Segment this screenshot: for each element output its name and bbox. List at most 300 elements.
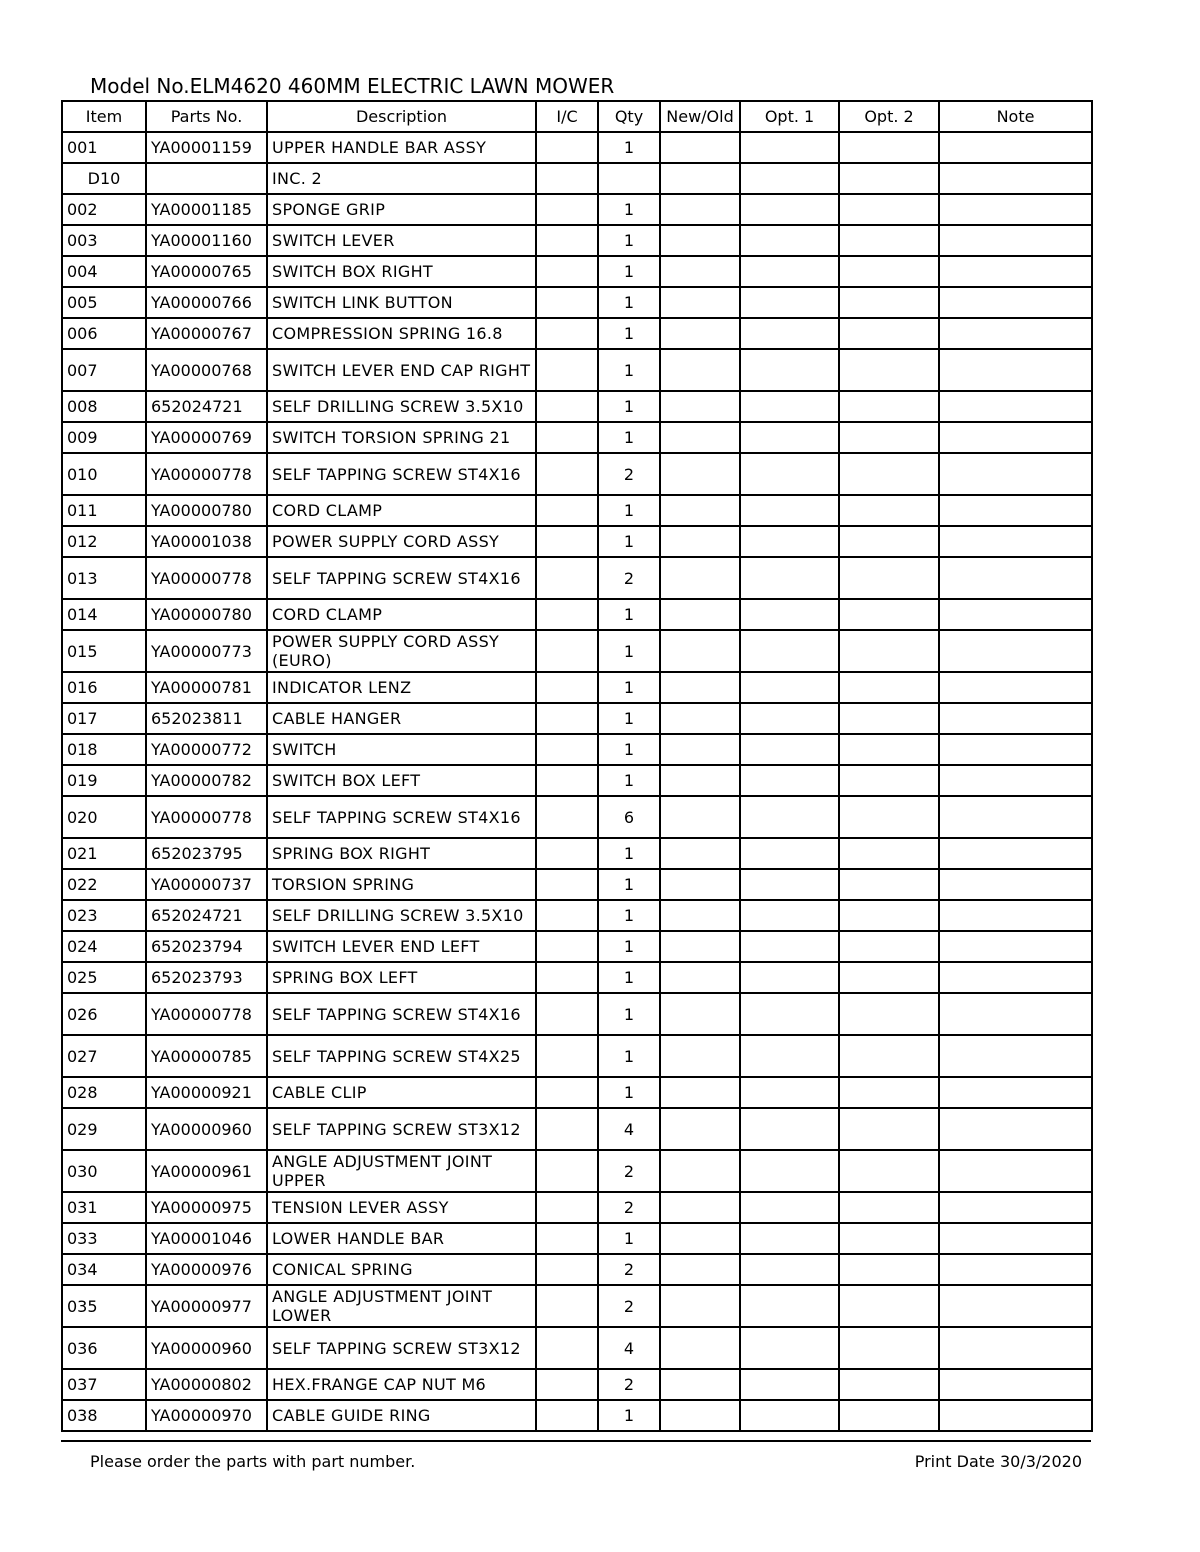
- description-cell: POWER SUPPLY CORD ASSY: [267, 526, 536, 557]
- part-number-cell: YA00000769: [146, 422, 267, 453]
- description-cell: UPPER HANDLE BAR ASSY: [267, 132, 536, 163]
- qty-cell: 4: [598, 1108, 660, 1150]
- description-cell: CORD CLAMP: [267, 599, 536, 630]
- item-cell: 034: [62, 1254, 146, 1285]
- page-title: Model No.ELM4620 460MM ELECTRIC LAWN MOWER: [90, 74, 615, 98]
- new-old-cell: [660, 526, 740, 557]
- col-header-opt-2: Opt. 2: [839, 101, 939, 132]
- note-cell: [939, 1150, 1092, 1192]
- opt-1-cell: [740, 962, 839, 993]
- item-cell: 024: [62, 931, 146, 962]
- table-row: [62, 453, 1092, 495]
- qty-cell: 1: [598, 194, 660, 225]
- item-cell: 035: [62, 1285, 146, 1327]
- qty-cell: 1: [598, 1077, 660, 1108]
- new-old-cell: [660, 132, 740, 163]
- table-row: [62, 1400, 1092, 1431]
- new-old-cell: [660, 318, 740, 349]
- opt-2-cell: [839, 838, 939, 869]
- description-cell: SELF TAPPING SCREW ST4X16: [267, 557, 536, 599]
- opt-2-cell: [839, 453, 939, 495]
- description-cell: INDICATOR LENZ: [267, 672, 536, 703]
- opt-2-cell: [839, 734, 939, 765]
- description-cell: CABLE GUIDE RING: [267, 1400, 536, 1431]
- description-cell: SELF TAPPING SCREW ST4X16: [267, 796, 536, 838]
- description-cell: ANGLE ADJUSTMENT JOINT LOWER: [267, 1285, 536, 1327]
- opt-1-cell: [740, 1285, 839, 1327]
- opt-2-cell: [839, 349, 939, 391]
- new-old-cell: [660, 391, 740, 422]
- footer-print-date: Print Date 30/3/2020: [914, 1452, 1082, 1471]
- description-cell: SWITCH BOX LEFT: [267, 765, 536, 796]
- item-cell: 007: [62, 349, 146, 391]
- item-cell: 002: [62, 194, 146, 225]
- table-row: [62, 194, 1092, 225]
- parts-table: [61, 100, 1093, 1432]
- description-cell: SWITCH BOX RIGHT: [267, 256, 536, 287]
- part-number-cell: YA00000970: [146, 1400, 267, 1431]
- part-number-cell: YA00000767: [146, 318, 267, 349]
- part-number-cell: YA00000773: [146, 630, 267, 672]
- opt-2-cell: [839, 1077, 939, 1108]
- new-old-cell: [660, 900, 740, 931]
- qty-cell: 1: [598, 225, 660, 256]
- opt-1-cell: [740, 1150, 839, 1192]
- item-cell: 028: [62, 1077, 146, 1108]
- item-cell: 030: [62, 1150, 146, 1192]
- part-number-cell: YA00000975: [146, 1192, 267, 1223]
- opt-2-cell: [839, 1369, 939, 1400]
- opt-2-cell: [839, 672, 939, 703]
- new-old-cell: [660, 993, 740, 1035]
- table-row: [62, 900, 1092, 931]
- note-cell: [939, 225, 1092, 256]
- qty-cell: 1: [598, 256, 660, 287]
- description-cell: POWER SUPPLY CORD ASSY (EURO): [267, 630, 536, 672]
- ic-cell: [536, 1035, 598, 1077]
- qty-cell: 2: [598, 453, 660, 495]
- part-number-cell: YA00001160: [146, 225, 267, 256]
- table-row: [62, 1150, 1092, 1192]
- opt-2-cell: [839, 225, 939, 256]
- opt-1-cell: [740, 993, 839, 1035]
- opt-1-cell: [740, 672, 839, 703]
- part-number-cell: 652024721: [146, 900, 267, 931]
- opt-2-cell: [839, 869, 939, 900]
- new-old-cell: [660, 495, 740, 526]
- opt-2-cell: [839, 287, 939, 318]
- ic-cell: [536, 453, 598, 495]
- new-old-cell: [660, 163, 740, 194]
- part-number-cell: 652023793: [146, 962, 267, 993]
- opt-2-cell: [839, 931, 939, 962]
- opt-2-cell: [839, 993, 939, 1035]
- opt-2-cell: [839, 1400, 939, 1431]
- note-cell: [939, 194, 1092, 225]
- table-row: [62, 1254, 1092, 1285]
- opt-2-cell: [839, 557, 939, 599]
- part-number-cell: YA00001159: [146, 132, 267, 163]
- qty-cell: 1: [598, 391, 660, 422]
- opt-2-cell: [839, 1223, 939, 1254]
- qty-cell: 1: [598, 599, 660, 630]
- part-number-cell: YA00000778: [146, 993, 267, 1035]
- new-old-cell: [660, 194, 740, 225]
- table-row: [62, 422, 1092, 453]
- qty-cell: 1: [598, 900, 660, 931]
- ic-cell: [536, 672, 598, 703]
- part-number-cell: YA00000960: [146, 1108, 267, 1150]
- table-row: [62, 349, 1092, 391]
- part-number-cell: YA00000976: [146, 1254, 267, 1285]
- ic-cell: [536, 900, 598, 931]
- note-cell: [939, 993, 1092, 1035]
- qty-cell: 2: [598, 557, 660, 599]
- ic-cell: [536, 557, 598, 599]
- new-old-cell: [660, 1108, 740, 1150]
- table-row: [62, 962, 1092, 993]
- item-cell: 009: [62, 422, 146, 453]
- table-row: [62, 1327, 1092, 1369]
- opt-1-cell: [740, 1192, 839, 1223]
- qty-cell: 1: [598, 703, 660, 734]
- table-row: [62, 225, 1092, 256]
- description-cell: SELF TAPPING SCREW ST4X16: [267, 453, 536, 495]
- note-cell: [939, 1192, 1092, 1223]
- item-cell: 014: [62, 599, 146, 630]
- part-number-cell: [146, 163, 267, 194]
- description-cell: SWITCH TORSION SPRING 21: [267, 422, 536, 453]
- col-header-opt-1: Opt. 1: [740, 101, 839, 132]
- opt-2-cell: [839, 765, 939, 796]
- qty-cell: 1: [598, 869, 660, 900]
- opt-2-cell: [839, 256, 939, 287]
- ic-cell: [536, 1108, 598, 1150]
- description-cell: SWITCH LEVER: [267, 225, 536, 256]
- part-number-cell: YA00000921: [146, 1077, 267, 1108]
- qty-cell: 1: [598, 962, 660, 993]
- opt-1-cell: [740, 453, 839, 495]
- opt-1-cell: [740, 526, 839, 557]
- item-cell: 001: [62, 132, 146, 163]
- qty-cell: 1: [598, 287, 660, 318]
- part-number-cell: YA00000778: [146, 557, 267, 599]
- note-cell: [939, 1254, 1092, 1285]
- opt-1-cell: [740, 1077, 839, 1108]
- description-cell: LOWER HANDLE BAR: [267, 1223, 536, 1254]
- opt-1-cell: [740, 1400, 839, 1431]
- item-cell: 019: [62, 765, 146, 796]
- opt-2-cell: [839, 1150, 939, 1192]
- qty-cell: 1: [598, 1035, 660, 1077]
- ic-cell: [536, 796, 598, 838]
- part-number-cell: YA00001038: [146, 526, 267, 557]
- item-cell: 003: [62, 225, 146, 256]
- ic-cell: [536, 256, 598, 287]
- new-old-cell: [660, 557, 740, 599]
- description-cell: TORSION SPRING: [267, 869, 536, 900]
- item-cell: 020: [62, 796, 146, 838]
- opt-1-cell: [740, 1108, 839, 1150]
- new-old-cell: [660, 962, 740, 993]
- part-number-cell: YA00000960: [146, 1327, 267, 1369]
- opt-1-cell: [740, 765, 839, 796]
- ic-cell: [536, 1327, 598, 1369]
- opt-1-cell: [740, 391, 839, 422]
- table-row: [62, 869, 1092, 900]
- qty-cell: 1: [598, 132, 660, 163]
- note-cell: [939, 495, 1092, 526]
- table-row: [62, 1035, 1092, 1077]
- note-cell: [939, 256, 1092, 287]
- opt-1-cell: [740, 734, 839, 765]
- opt-1-cell: [740, 838, 839, 869]
- note-cell: [939, 900, 1092, 931]
- note-cell: [939, 132, 1092, 163]
- new-old-cell: [660, 1369, 740, 1400]
- description-cell: SPRING BOX LEFT: [267, 962, 536, 993]
- item-cell: 026: [62, 993, 146, 1035]
- header-row: [62, 101, 1092, 132]
- ic-cell: [536, 703, 598, 734]
- table-row: [62, 734, 1092, 765]
- ic-cell: [536, 526, 598, 557]
- item-cell: 029: [62, 1108, 146, 1150]
- item-cell: 027: [62, 1035, 146, 1077]
- description-cell: SELF TAPPING SCREW ST4X16: [267, 993, 536, 1035]
- part-number-cell: YA00000785: [146, 1035, 267, 1077]
- part-number-cell: YA00000778: [146, 796, 267, 838]
- opt-2-cell: [839, 526, 939, 557]
- item-cell: 013: [62, 557, 146, 599]
- ic-cell: [536, 993, 598, 1035]
- note-cell: [939, 630, 1092, 672]
- opt-1-cell: [740, 900, 839, 931]
- table-row: [62, 931, 1092, 962]
- ic-cell: [536, 630, 598, 672]
- table-row: [62, 703, 1092, 734]
- new-old-cell: [660, 931, 740, 962]
- qty-cell: 1: [598, 931, 660, 962]
- qty-cell: 1: [598, 526, 660, 557]
- new-old-cell: [660, 453, 740, 495]
- new-old-cell: [660, 734, 740, 765]
- new-old-cell: [660, 765, 740, 796]
- item-cell: 033: [62, 1223, 146, 1254]
- ic-cell: [536, 349, 598, 391]
- opt-2-cell: [839, 1254, 939, 1285]
- item-cell: 016: [62, 672, 146, 703]
- item-cell: 037: [62, 1369, 146, 1400]
- qty-cell: 2: [598, 1192, 660, 1223]
- qty-cell: 1: [598, 1223, 660, 1254]
- part-number-cell: YA00000772: [146, 734, 267, 765]
- opt-1-cell: [740, 225, 839, 256]
- note-cell: [939, 838, 1092, 869]
- table-row: [62, 672, 1092, 703]
- opt-2-cell: [839, 796, 939, 838]
- note-cell: [939, 1327, 1092, 1369]
- table-row: [62, 132, 1092, 163]
- part-number-cell: YA00000977: [146, 1285, 267, 1327]
- table-row: [62, 765, 1092, 796]
- part-number-cell: YA00000766: [146, 287, 267, 318]
- description-cell: SELF DRILLING SCREW 3.5X10: [267, 391, 536, 422]
- item-cell: 012: [62, 526, 146, 557]
- note-cell: [939, 869, 1092, 900]
- item-cell: 023: [62, 900, 146, 931]
- new-old-cell: [660, 287, 740, 318]
- part-number-cell: YA00000765: [146, 256, 267, 287]
- description-cell: INC. 2: [267, 163, 536, 194]
- description-cell: HEX.FRANGE CAP NUT M6: [267, 1369, 536, 1400]
- part-number-cell: YA00000737: [146, 869, 267, 900]
- qty-cell: 1: [598, 765, 660, 796]
- description-cell: SPONGE GRIP: [267, 194, 536, 225]
- description-cell: SWITCH LINK BUTTON: [267, 287, 536, 318]
- part-number-cell: 652024721: [146, 391, 267, 422]
- note-cell: [939, 391, 1092, 422]
- table-row: [62, 256, 1092, 287]
- ic-cell: [536, 1400, 598, 1431]
- new-old-cell: [660, 838, 740, 869]
- item-cell: 031: [62, 1192, 146, 1223]
- qty-cell: [598, 163, 660, 194]
- table-row: [62, 993, 1092, 1035]
- new-old-cell: [660, 1077, 740, 1108]
- opt-1-cell: [740, 287, 839, 318]
- qty-cell: 1: [598, 993, 660, 1035]
- note-cell: [939, 422, 1092, 453]
- note-cell: [939, 1108, 1092, 1150]
- description-cell: SWITCH LEVER END CAP RIGHT: [267, 349, 536, 391]
- opt-2-cell: [839, 962, 939, 993]
- new-old-cell: [660, 349, 740, 391]
- table-row: [62, 1108, 1092, 1150]
- qty-cell: 2: [598, 1369, 660, 1400]
- opt-2-cell: [839, 163, 939, 194]
- opt-1-cell: [740, 163, 839, 194]
- new-old-cell: [660, 1327, 740, 1369]
- item-cell: 022: [62, 869, 146, 900]
- ic-cell: [536, 1077, 598, 1108]
- qty-cell: 1: [598, 734, 660, 765]
- description-cell: SELF TAPPING SCREW ST3X12: [267, 1327, 536, 1369]
- item-cell: 021: [62, 838, 146, 869]
- col-header-qty: Qty: [598, 101, 660, 132]
- col-header-note: Note: [939, 101, 1092, 132]
- item-cell: 010: [62, 453, 146, 495]
- new-old-cell: [660, 796, 740, 838]
- item-cell: 006: [62, 318, 146, 349]
- opt-2-cell: [839, 1327, 939, 1369]
- table-row: [62, 1369, 1092, 1400]
- new-old-cell: [660, 1254, 740, 1285]
- ic-cell: [536, 599, 598, 630]
- description-cell: ANGLE ADJUSTMENT JOINT UPPER: [267, 1150, 536, 1192]
- note-cell: [939, 557, 1092, 599]
- note-cell: [939, 1077, 1092, 1108]
- opt-2-cell: [839, 703, 939, 734]
- note-cell: [939, 526, 1092, 557]
- table-row: [62, 630, 1092, 672]
- opt-1-cell: [740, 869, 839, 900]
- note-cell: [939, 765, 1092, 796]
- table-row: [62, 599, 1092, 630]
- description-cell: SWITCH: [267, 734, 536, 765]
- opt-1-cell: [740, 630, 839, 672]
- new-old-cell: [660, 225, 740, 256]
- ic-cell: [536, 869, 598, 900]
- opt-2-cell: [839, 630, 939, 672]
- table-row: [62, 796, 1092, 838]
- table-row: [62, 1192, 1092, 1223]
- table-row: [62, 557, 1092, 599]
- col-header-description: Description: [267, 101, 536, 132]
- note-cell: [939, 1035, 1092, 1077]
- part-number-cell: 652023795: [146, 838, 267, 869]
- qty-cell: 2: [598, 1254, 660, 1285]
- table-row: [62, 495, 1092, 526]
- item-cell: 017: [62, 703, 146, 734]
- new-old-cell: [660, 1285, 740, 1327]
- description-cell: SELF TAPPING SCREW ST3X12: [267, 1108, 536, 1150]
- new-old-cell: [660, 1150, 740, 1192]
- opt-2-cell: [839, 495, 939, 526]
- description-cell: CORD CLAMP: [267, 495, 536, 526]
- opt-1-cell: [740, 318, 839, 349]
- ic-cell: [536, 1285, 598, 1327]
- table-row: [62, 287, 1092, 318]
- part-number-cell: YA00001046: [146, 1223, 267, 1254]
- description-cell: SELF TAPPING SCREW ST4X25: [267, 1035, 536, 1077]
- ic-cell: [536, 132, 598, 163]
- new-old-cell: [660, 703, 740, 734]
- qty-cell: 1: [598, 838, 660, 869]
- part-number-cell: 652023811: [146, 703, 267, 734]
- col-header-ic: I/C: [536, 101, 598, 132]
- qty-cell: 1: [598, 318, 660, 349]
- ic-cell: [536, 931, 598, 962]
- opt-2-cell: [839, 132, 939, 163]
- ic-cell: [536, 287, 598, 318]
- note-cell: [939, 1223, 1092, 1254]
- description-cell: TENSI0N LEVER ASSY: [267, 1192, 536, 1223]
- ic-cell: [536, 318, 598, 349]
- note-cell: [939, 1285, 1092, 1327]
- part-number-cell: YA00000802: [146, 1369, 267, 1400]
- opt-2-cell: [839, 1108, 939, 1150]
- part-number-cell: YA00000781: [146, 672, 267, 703]
- item-cell: 011: [62, 495, 146, 526]
- qty-cell: 1: [598, 1400, 660, 1431]
- ic-cell: [536, 163, 598, 194]
- table-row: [62, 1223, 1092, 1254]
- description-cell: CABLE CLIP: [267, 1077, 536, 1108]
- item-cell: 025: [62, 962, 146, 993]
- qty-cell: 1: [598, 349, 660, 391]
- opt-1-cell: [740, 495, 839, 526]
- description-cell: CONICAL SPRING: [267, 1254, 536, 1285]
- item-cell: 004: [62, 256, 146, 287]
- qty-cell: 1: [598, 422, 660, 453]
- item-cell: 036: [62, 1327, 146, 1369]
- note-cell: [939, 931, 1092, 962]
- ic-cell: [536, 495, 598, 526]
- opt-1-cell: [740, 796, 839, 838]
- footer-divider: [61, 1440, 1091, 1442]
- opt-2-cell: [839, 599, 939, 630]
